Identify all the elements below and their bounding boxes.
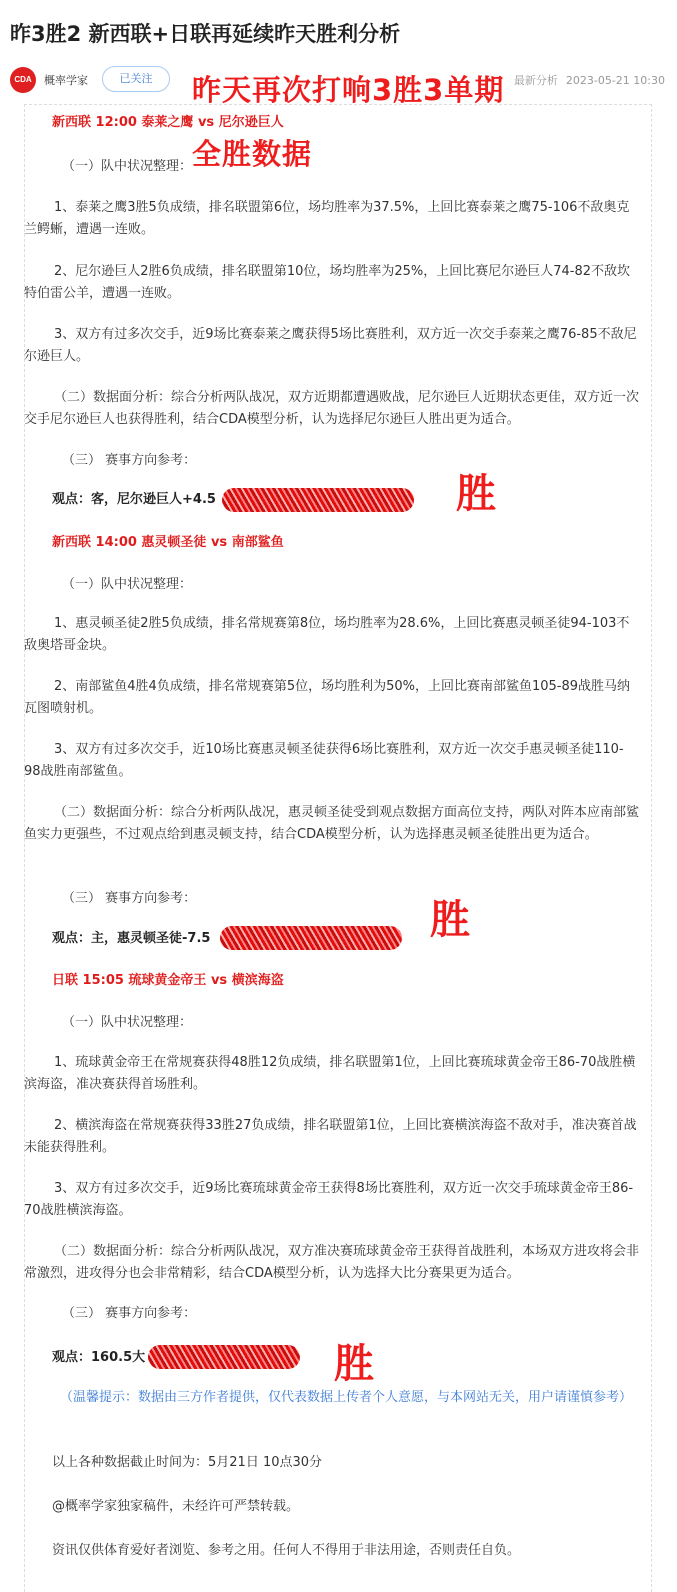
paragraph: 1、惠灵顿圣徒2胜5负成绩，排名常规赛第8位，场均胜率为28.6%，上回比赛惠灵顿圣徒94-103不敌奥塔哥金块。 — [24, 616, 630, 653]
publish-time — [514, 72, 665, 88]
promo-subheadline: 全胜数据 — [192, 137, 313, 171]
redacted-scribble — [220, 926, 402, 950]
paragraph: （二）数据面分析：综合分析两队战况，惠灵顿圣徒受到观点数据方面高位支持，两队对阵本应南部鲨鱼实力更强些，不过观点给到惠灵顿支持，结合CDA模型分析，认为选择惠灵顿圣徒胜出更为适合。 — [24, 805, 640, 842]
redacted-scribble — [222, 488, 414, 512]
disclaimer-tip: （温馨提示：数据由三方作者提供，仅代表数据上传者个人意愿，与本网站无关，用户请谨慎参考） — [60, 1390, 633, 1405]
article-title: 昨3胜2 新西联+日联再延续昨天胜利分析 — [10, 22, 401, 46]
article-body — [24, 104, 658, 1592]
paragraph: （二）数据面分析：综合分析两队战况，双方近期都遭遇败战，尼尔逊巨人近期状态更佳，双方近一次交手尼尔逊巨人也获得胜利，结合CDA模型分析，认为选择尼尔逊巨人胜出更为适合。 — [24, 390, 640, 427]
view-point: 观点：160.5大 — [52, 1350, 146, 1365]
usage-disclaimer: 资讯仅供体育爱好者浏览、参考之用。任何人不得用于非法用途，否则责任自负。 — [52, 1543, 521, 1558]
follow-button[interactable]: 已关注 — [102, 66, 170, 92]
paragraph: 3、双方有过多次交手，近10场比赛惠灵顿圣徒获得6场比赛胜利，双方近一次交手惠灵顿圣徒110-98战胜南部鲨鱼。 — [24, 742, 624, 779]
publish-time-label: 最新分析 — [513, 74, 558, 87]
view-point: 观点：主，惠灵顿圣徒-7.5 — [52, 931, 211, 946]
result-mark: 胜 — [334, 1341, 374, 1387]
paragraph: 3、双方有过多次交手，近9场比赛琉球黄金帝王获得8场比赛胜利，双方近一次交手琉球黄金帝王86-70战胜横滨海盗。 — [24, 1181, 634, 1218]
paragraph: 1、泰莱之鹰3胜5负成绩，排名联盟第6位，场均胜率为37.5%，上回比赛泰莱之鹰75-106不敌奥克兰鳄蜥，遭遇一连败。 — [24, 200, 630, 237]
promo-headline: 昨天再次打响3胜3单期 — [192, 73, 505, 107]
match-header: 新西联 14:00 惠灵顿圣徒 vs 南部鲨鱼 — [52, 535, 284, 550]
section-title: （一）队中状况整理： — [62, 577, 193, 592]
author-avatar[interactable]: CDA — [10, 67, 36, 93]
copyright-note: @概率学家独家稿件，未经许可严禁转载。 — [52, 1499, 300, 1514]
match-header: 日联 15:05 琉球黄金帝王 vs 横滨海盗 — [52, 973, 284, 988]
paragraph: 1、琉球黄金帝王在常规赛获得48胜12负成绩，排名联盟第1位，上回比赛琉球黄金帝王86-70战胜横滨海盗，准决赛获得首场胜利。 — [24, 1055, 636, 1092]
redacted-scribble — [148, 1345, 300, 1369]
section-title: （一）队中状况整理： — [62, 1015, 193, 1030]
section-title: （三） 赛事方向参考： — [62, 453, 197, 468]
section-title: （三） 赛事方向参考： — [62, 1306, 197, 1321]
paragraph: 3、双方有过多次交手，近9场比赛泰莱之鹰获得5场比赛胜利，双方近一次交手泰莱之鹰76-85不敌尼尔逊巨人。 — [24, 327, 637, 364]
result-mark: 胜 — [456, 471, 496, 517]
result-mark: 胜 — [430, 897, 470, 943]
section-title: （一）队中状况整理： — [62, 159, 193, 174]
data-cutoff: 以上各种数据截止时间为：5月21日 10点30分 — [52, 1455, 323, 1470]
view-point: 观点：客，尼尔逊巨人+4.5 — [52, 492, 216, 507]
section-title: （三） 赛事方向参考： — [62, 891, 197, 906]
paragraph: 2、尼尔逊巨人2胜6负成绩，排名联盟第10位，场均胜率为25%，上回比赛尼尔逊巨人74-82不敌坎特伯雷公羊，遭遇一连败。 — [24, 264, 631, 301]
author-name[interactable]: 概率学家 — [44, 74, 88, 87]
paragraph: （二）数据面分析：综合分析两队战况，双方准决赛琉球黄金帝王获得首战胜利，本场双方进攻将会非常激烈，进攻得分也会非常精彩，结合CDA模型分析，认为选择大比分赛果更为适合。 — [24, 1244, 640, 1281]
paragraph: 2、南部鲨鱼4胜4负成绩，排名常规赛第5位，场均胜利为50%，上回比赛南部鲨鱼105-89战胜马纳瓦图喷射机。 — [24, 679, 631, 716]
match-header: 新西联 12:00 泰莱之鹰 vs 尼尔逊巨人 — [52, 115, 284, 130]
paragraph: 2、横滨海盗在常规赛获得33胜27负成绩，排名联盟第1位，上回比赛横滨海盗不敌对手，准决赛首战未能获得胜利。 — [24, 1118, 637, 1155]
publish-time-value: 2023-05-21 10:30 — [565, 74, 665, 87]
